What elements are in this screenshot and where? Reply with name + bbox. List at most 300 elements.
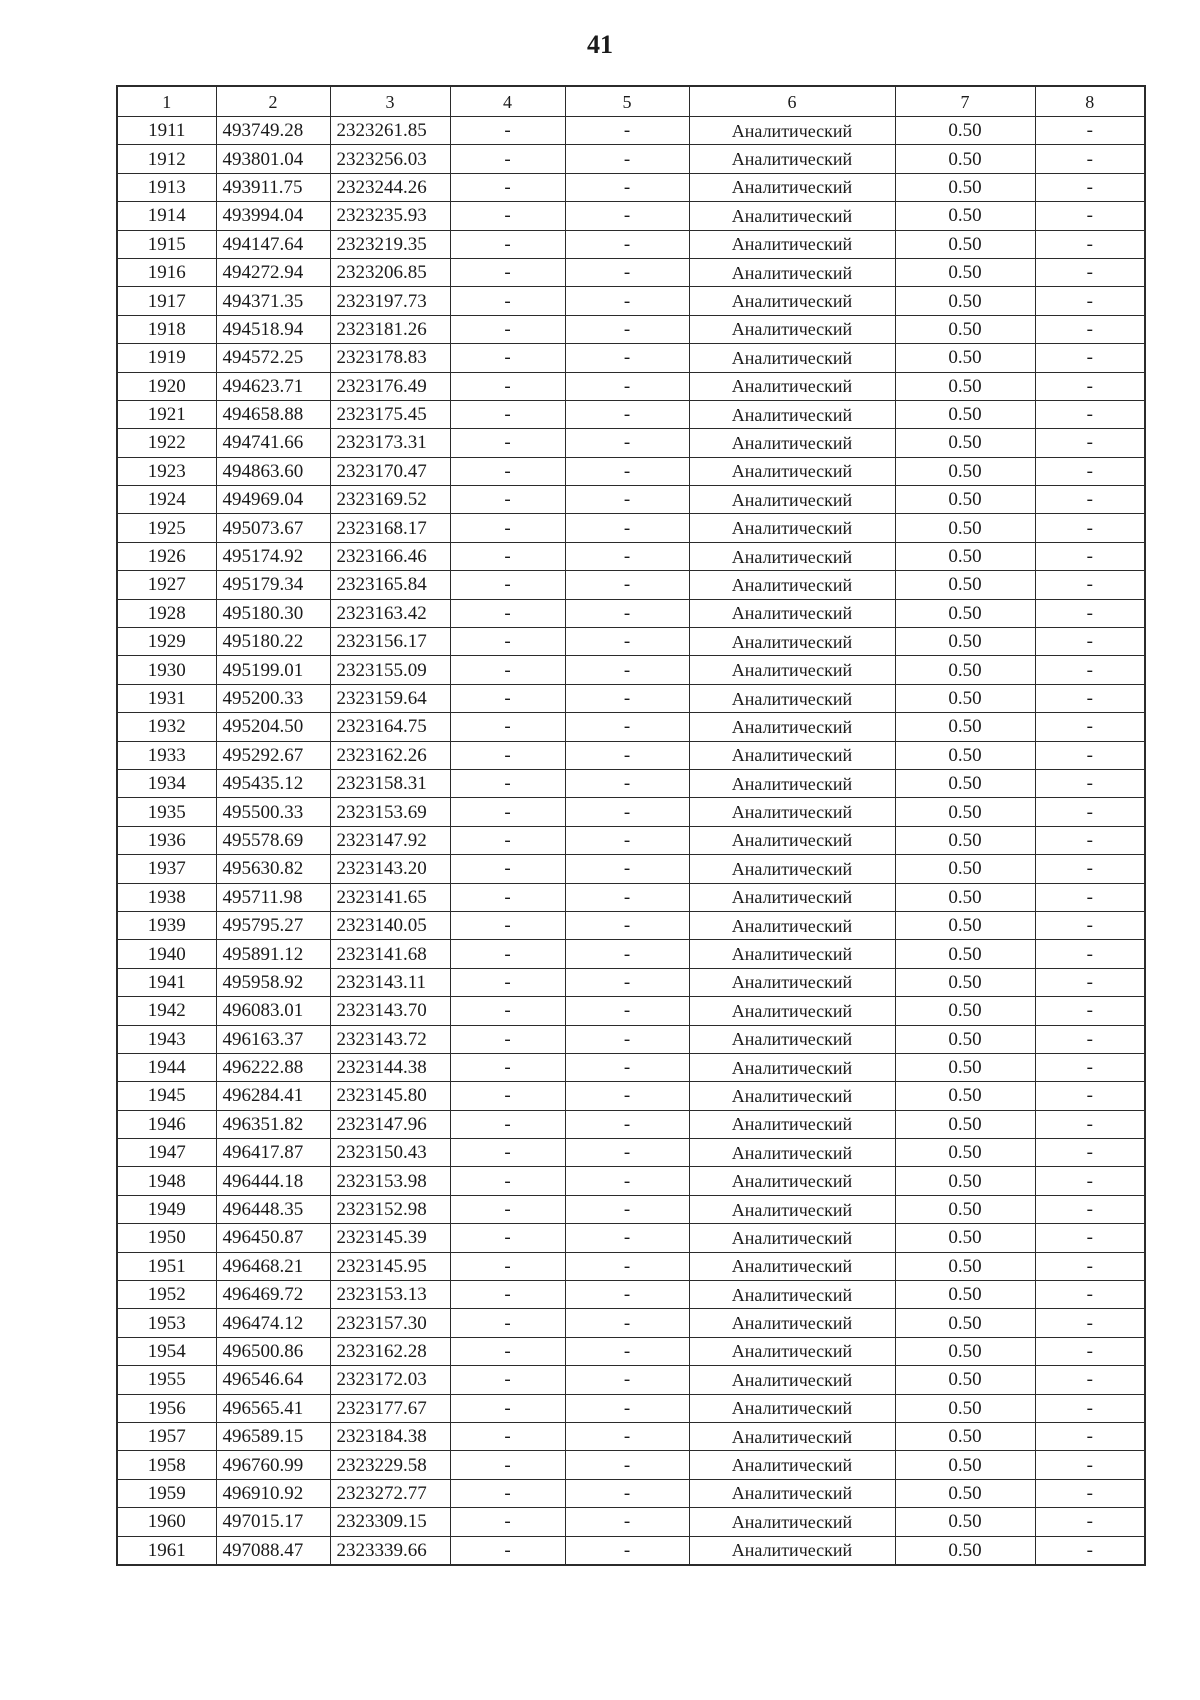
table-row <box>117 684 1145 712</box>
table-row <box>117 400 1145 428</box>
col-4-value-cell: - <box>450 1195 565 1223</box>
accuracy-cell: 0.50 <box>895 1281 1035 1309</box>
col-5-value-cell: - <box>565 1451 689 1479</box>
col-8-value-cell: - <box>1035 968 1145 996</box>
method-cell: Аналитический <box>689 1167 895 1195</box>
column-header-2: 2 <box>216 86 330 117</box>
accuracy-cell: 0.50 <box>895 287 1035 315</box>
point-number-cell: 1939 <box>117 911 216 939</box>
coord-x-cell: 494863.60 <box>216 457 330 485</box>
coord-x-cell: 493801.04 <box>216 145 330 173</box>
coord-y-cell: 2323339.66 <box>330 1536 450 1565</box>
col-5-value-cell: - <box>565 1309 689 1337</box>
coord-x-cell: 496083.01 <box>216 997 330 1025</box>
coord-x-cell: 496284.41 <box>216 1082 330 1110</box>
coord-y-cell: 2323144.38 <box>330 1053 450 1081</box>
accuracy-cell: 0.50 <box>895 713 1035 741</box>
col-8-value-cell: - <box>1035 911 1145 939</box>
col-4-value-cell: - <box>450 258 565 286</box>
col-4-value-cell: - <box>450 855 565 883</box>
col-8-value-cell: - <box>1035 883 1145 911</box>
point-number-cell: 1940 <box>117 940 216 968</box>
col-8-value-cell: - <box>1035 1422 1145 1450</box>
coord-x-cell: 496417.87 <box>216 1139 330 1167</box>
point-number-cell: 1935 <box>117 798 216 826</box>
accuracy-cell: 0.50 <box>895 1252 1035 1280</box>
col-8-value-cell: - <box>1035 429 1145 457</box>
coord-x-cell: 495199.01 <box>216 656 330 684</box>
coord-y-cell: 2323272.77 <box>330 1479 450 1507</box>
col-8-value-cell: - <box>1035 1309 1145 1337</box>
col-4-value-cell: - <box>450 1082 565 1110</box>
col-4-value-cell: - <box>450 145 565 173</box>
method-cell: Аналитический <box>689 741 895 769</box>
col-4-value-cell: - <box>450 1394 565 1422</box>
col-8-value-cell: - <box>1035 173 1145 201</box>
method-cell: Аналитический <box>689 855 895 883</box>
col-8-value-cell: - <box>1035 1053 1145 1081</box>
accuracy-cell: 0.50 <box>895 1167 1035 1195</box>
col-8-value-cell: - <box>1035 997 1145 1025</box>
col-5-value-cell: - <box>565 1422 689 1450</box>
accuracy-cell: 0.50 <box>895 1479 1035 1507</box>
method-cell: Аналитический <box>689 1309 895 1337</box>
col-4-value-cell: - <box>450 826 565 854</box>
col-8-value-cell: - <box>1035 940 1145 968</box>
point-number-cell: 1925 <box>117 514 216 542</box>
coord-x-cell: 495200.33 <box>216 684 330 712</box>
coord-y-cell: 2323256.03 <box>330 145 450 173</box>
table-row <box>117 798 1145 826</box>
coord-y-cell: 2323162.28 <box>330 1337 450 1365</box>
col-4-value-cell: - <box>450 769 565 797</box>
col-5-value-cell: - <box>565 1337 689 1365</box>
method-cell: Аналитический <box>689 457 895 485</box>
coord-x-cell: 497015.17 <box>216 1508 330 1536</box>
col-5-value-cell: - <box>565 798 689 826</box>
coord-x-cell: 497088.47 <box>216 1536 330 1565</box>
method-cell: Аналитический <box>689 1479 895 1507</box>
col-5-value-cell: - <box>565 1167 689 1195</box>
col-5-value-cell: - <box>565 1366 689 1394</box>
table-row <box>117 599 1145 627</box>
coord-y-cell: 2323177.67 <box>330 1394 450 1422</box>
method-cell: Аналитический <box>689 1252 895 1280</box>
coord-x-cell: 494371.35 <box>216 287 330 315</box>
col-8-value-cell: - <box>1035 741 1145 769</box>
col-5-value-cell: - <box>565 202 689 230</box>
coord-y-cell: 2323162.26 <box>330 741 450 769</box>
col-5-value-cell: - <box>565 514 689 542</box>
point-number-cell: 1922 <box>117 429 216 457</box>
col-4-value-cell: - <box>450 1053 565 1081</box>
accuracy-cell: 0.50 <box>895 457 1035 485</box>
method-cell: Аналитический <box>689 968 895 996</box>
col-5-value-cell: - <box>565 1536 689 1565</box>
col-8-value-cell: - <box>1035 258 1145 286</box>
point-number-cell: 1934 <box>117 769 216 797</box>
coord-y-cell: 2323169.52 <box>330 486 450 514</box>
accuracy-cell: 0.50 <box>895 173 1035 201</box>
accuracy-cell: 0.50 <box>895 997 1035 1025</box>
coord-x-cell: 494969.04 <box>216 486 330 514</box>
point-number-cell: 1947 <box>117 1139 216 1167</box>
coord-y-cell: 2323172.03 <box>330 1366 450 1394</box>
col-4-value-cell: - <box>450 542 565 570</box>
point-number-cell: 1923 <box>117 457 216 485</box>
col-5-value-cell: - <box>565 628 689 656</box>
coord-x-cell: 494572.25 <box>216 344 330 372</box>
table-row <box>117 315 1145 343</box>
method-cell: Аналитический <box>689 173 895 201</box>
col-4-value-cell: - <box>450 684 565 712</box>
col-8-value-cell: - <box>1035 1337 1145 1365</box>
coord-x-cell: 496469.72 <box>216 1281 330 1309</box>
coord-x-cell: 495073.67 <box>216 514 330 542</box>
col-4-value-cell: - <box>450 287 565 315</box>
coord-x-cell: 494518.94 <box>216 315 330 343</box>
accuracy-cell: 0.50 <box>895 968 1035 996</box>
accuracy-cell: 0.50 <box>895 429 1035 457</box>
accuracy-cell: 0.50 <box>895 1110 1035 1138</box>
accuracy-cell: 0.50 <box>895 1025 1035 1053</box>
col-5-value-cell: - <box>565 656 689 684</box>
accuracy-cell: 0.50 <box>895 1082 1035 1110</box>
method-cell: Аналитический <box>689 514 895 542</box>
col-5-value-cell: - <box>565 429 689 457</box>
col-4-value-cell: - <box>450 656 565 684</box>
coord-x-cell: 496589.15 <box>216 1422 330 1450</box>
col-4-value-cell: - <box>450 911 565 939</box>
coord-y-cell: 2323165.84 <box>330 571 450 599</box>
table-row <box>117 344 1145 372</box>
method-cell: Аналитический <box>689 258 895 286</box>
point-number-cell: 1924 <box>117 486 216 514</box>
col-8-value-cell: - <box>1035 855 1145 883</box>
coord-y-cell: 2323155.09 <box>330 656 450 684</box>
accuracy-cell: 0.50 <box>895 1195 1035 1223</box>
accuracy-cell: 0.50 <box>895 571 1035 599</box>
col-8-value-cell: - <box>1035 1536 1145 1565</box>
point-number-cell: 1950 <box>117 1224 216 1252</box>
table-row <box>117 1110 1145 1138</box>
col-8-value-cell: - <box>1035 1479 1145 1507</box>
coord-x-cell: 495958.92 <box>216 968 330 996</box>
table-row <box>117 911 1145 939</box>
col-4-value-cell: - <box>450 173 565 201</box>
coord-y-cell: 2323141.65 <box>330 883 450 911</box>
column-header-7: 7 <box>895 86 1035 117</box>
header-row <box>117 86 1145 117</box>
point-number-cell: 1954 <box>117 1337 216 1365</box>
point-number-cell: 1930 <box>117 656 216 684</box>
coord-y-cell: 2323158.31 <box>330 769 450 797</box>
table-row <box>117 628 1145 656</box>
table-row <box>117 855 1145 883</box>
point-number-cell: 1921 <box>117 400 216 428</box>
accuracy-cell: 0.50 <box>895 1053 1035 1081</box>
col-4-value-cell: - <box>450 713 565 741</box>
col-5-value-cell: - <box>565 1508 689 1536</box>
page-number: 41 <box>587 30 613 59</box>
col-4-value-cell: - <box>450 1224 565 1252</box>
method-cell: Аналитический <box>689 1082 895 1110</box>
coord-y-cell: 2323184.38 <box>330 1422 450 1450</box>
table-row <box>117 769 1145 797</box>
coord-y-cell: 2323153.69 <box>330 798 450 826</box>
table-row <box>117 1139 1145 1167</box>
table-row <box>117 202 1145 230</box>
method-cell: Аналитический <box>689 628 895 656</box>
col-4-value-cell: - <box>450 486 565 514</box>
method-cell: Аналитический <box>689 1139 895 1167</box>
coord-x-cell: 496910.92 <box>216 1479 330 1507</box>
col-8-value-cell: - <box>1035 202 1145 230</box>
method-cell: Аналитический <box>689 486 895 514</box>
table-row <box>117 1508 1145 1536</box>
col-4-value-cell: - <box>450 883 565 911</box>
coord-x-cell: 493994.04 <box>216 202 330 230</box>
col-4-value-cell: - <box>450 628 565 656</box>
accuracy-cell: 0.50 <box>895 1366 1035 1394</box>
coord-y-cell: 2323175.45 <box>330 400 450 428</box>
coordinates-table <box>116 85 1146 1566</box>
col-8-value-cell: - <box>1035 713 1145 741</box>
col-5-value-cell: - <box>565 457 689 485</box>
point-number-cell: 1957 <box>117 1422 216 1450</box>
coord-x-cell: 495180.22 <box>216 628 330 656</box>
point-number-cell: 1936 <box>117 826 216 854</box>
coord-y-cell: 2323153.13 <box>330 1281 450 1309</box>
col-4-value-cell: - <box>450 1309 565 1337</box>
table-row <box>117 571 1145 599</box>
accuracy-cell: 0.50 <box>895 1451 1035 1479</box>
col-5-value-cell: - <box>565 1025 689 1053</box>
coord-x-cell: 495435.12 <box>216 769 330 797</box>
coord-y-cell: 2323164.75 <box>330 713 450 741</box>
coord-x-cell: 495292.67 <box>216 741 330 769</box>
table-row <box>117 173 1145 201</box>
col-8-value-cell: - <box>1035 599 1145 627</box>
accuracy-cell: 0.50 <box>895 315 1035 343</box>
table-row <box>117 1479 1145 1507</box>
col-5-value-cell: - <box>565 1224 689 1252</box>
method-cell: Аналитический <box>689 1281 895 1309</box>
col-8-value-cell: - <box>1035 1224 1145 1252</box>
col-4-value-cell: - <box>450 117 565 145</box>
method-cell: Аналитический <box>689 997 895 1025</box>
column-header-8: 8 <box>1035 86 1145 117</box>
coord-y-cell: 2323141.68 <box>330 940 450 968</box>
point-number-cell: 1931 <box>117 684 216 712</box>
accuracy-cell: 0.50 <box>895 1508 1035 1536</box>
method-cell: Аналитический <box>689 344 895 372</box>
accuracy-cell: 0.50 <box>895 1394 1035 1422</box>
coord-x-cell: 495630.82 <box>216 855 330 883</box>
coord-y-cell: 2323197.73 <box>330 287 450 315</box>
accuracy-cell: 0.50 <box>895 145 1035 173</box>
point-number-cell: 1933 <box>117 741 216 769</box>
method-cell: Аналитический <box>689 372 895 400</box>
accuracy-cell: 0.50 <box>895 769 1035 797</box>
coord-y-cell: 2323178.83 <box>330 344 450 372</box>
table-row <box>117 1536 1145 1565</box>
accuracy-cell: 0.50 <box>895 1224 1035 1252</box>
coord-y-cell: 2323147.92 <box>330 826 450 854</box>
col-4-value-cell: - <box>450 400 565 428</box>
table-row <box>117 883 1145 911</box>
col-5-value-cell: - <box>565 344 689 372</box>
col-5-value-cell: - <box>565 769 689 797</box>
coord-y-cell: 2323159.64 <box>330 684 450 712</box>
coord-y-cell: 2323140.05 <box>330 911 450 939</box>
coord-x-cell: 494272.94 <box>216 258 330 286</box>
col-8-value-cell: - <box>1035 1366 1145 1394</box>
table-row <box>117 287 1145 315</box>
table-row <box>117 1167 1145 1195</box>
point-number-cell: 1949 <box>117 1195 216 1223</box>
method-cell: Аналитический <box>689 571 895 599</box>
method-cell: Аналитический <box>689 599 895 627</box>
col-4-value-cell: - <box>450 514 565 542</box>
point-number-cell: 1928 <box>117 599 216 627</box>
point-number-cell: 1943 <box>117 1025 216 1053</box>
coord-x-cell: 496500.86 <box>216 1337 330 1365</box>
coord-y-cell: 2323244.26 <box>330 173 450 201</box>
coord-x-cell: 493749.28 <box>216 117 330 145</box>
col-8-value-cell: - <box>1035 145 1145 173</box>
col-5-value-cell: - <box>565 1195 689 1223</box>
accuracy-cell: 0.50 <box>895 855 1035 883</box>
table-row <box>117 1224 1145 1252</box>
col-8-value-cell: - <box>1035 315 1145 343</box>
col-5-value-cell: - <box>565 741 689 769</box>
col-8-value-cell: - <box>1035 1451 1145 1479</box>
table-row <box>117 1082 1145 1110</box>
coord-y-cell: 2323166.46 <box>330 542 450 570</box>
table-row <box>117 429 1145 457</box>
col-4-value-cell: - <box>450 230 565 258</box>
col-8-value-cell: - <box>1035 798 1145 826</box>
method-cell: Аналитический <box>689 1536 895 1565</box>
coord-x-cell: 496546.64 <box>216 1366 330 1394</box>
col-4-value-cell: - <box>450 372 565 400</box>
method-cell: Аналитический <box>689 145 895 173</box>
point-number-cell: 1956 <box>117 1394 216 1422</box>
col-5-value-cell: - <box>565 968 689 996</box>
col-4-value-cell: - <box>450 429 565 457</box>
method-cell: Аналитический <box>689 1508 895 1536</box>
accuracy-cell: 0.50 <box>895 1309 1035 1337</box>
method-cell: Аналитический <box>689 911 895 939</box>
accuracy-cell: 0.50 <box>895 486 1035 514</box>
accuracy-cell: 0.50 <box>895 1337 1035 1365</box>
accuracy-cell: 0.50 <box>895 883 1035 911</box>
method-cell: Аналитический <box>689 798 895 826</box>
col-8-value-cell: - <box>1035 1167 1145 1195</box>
col-4-value-cell: - <box>450 1508 565 1536</box>
point-number-cell: 1945 <box>117 1082 216 1110</box>
accuracy-cell: 0.50 <box>895 542 1035 570</box>
col-8-value-cell: - <box>1035 287 1145 315</box>
col-5-value-cell: - <box>565 117 689 145</box>
col-5-value-cell: - <box>565 883 689 911</box>
col-5-value-cell: - <box>565 315 689 343</box>
point-number-cell: 1912 <box>117 145 216 173</box>
column-header-5: 5 <box>565 86 689 117</box>
method-cell: Аналитический <box>689 202 895 230</box>
col-5-value-cell: - <box>565 599 689 627</box>
col-4-value-cell: - <box>450 1536 565 1565</box>
accuracy-cell: 0.50 <box>895 599 1035 627</box>
method-cell: Аналитический <box>689 713 895 741</box>
accuracy-cell: 0.50 <box>895 628 1035 656</box>
col-8-value-cell: - <box>1035 571 1145 599</box>
coord-x-cell: 495711.98 <box>216 883 330 911</box>
col-5-value-cell: - <box>565 911 689 939</box>
point-number-cell: 1937 <box>117 855 216 883</box>
col-8-value-cell: - <box>1035 486 1145 514</box>
coord-y-cell: 2323206.85 <box>330 258 450 286</box>
coord-x-cell: 496760.99 <box>216 1451 330 1479</box>
col-4-value-cell: - <box>450 1281 565 1309</box>
col-4-value-cell: - <box>450 1167 565 1195</box>
col-8-value-cell: - <box>1035 344 1145 372</box>
method-cell: Аналитический <box>689 883 895 911</box>
point-number-cell: 1948 <box>117 1167 216 1195</box>
column-header-4: 4 <box>450 86 565 117</box>
method-cell: Аналитический <box>689 940 895 968</box>
col-5-value-cell: - <box>565 372 689 400</box>
coord-x-cell: 495179.34 <box>216 571 330 599</box>
col-8-value-cell: - <box>1035 1110 1145 1138</box>
col-8-value-cell: - <box>1035 1394 1145 1422</box>
col-4-value-cell: - <box>450 599 565 627</box>
coord-x-cell: 496468.21 <box>216 1252 330 1280</box>
coord-x-cell: 496450.87 <box>216 1224 330 1252</box>
col-8-value-cell: - <box>1035 826 1145 854</box>
coord-x-cell: 496444.18 <box>216 1167 330 1195</box>
table-row <box>117 486 1145 514</box>
point-number-cell: 1917 <box>117 287 216 315</box>
point-number-cell: 1953 <box>117 1309 216 1337</box>
accuracy-cell: 0.50 <box>895 258 1035 286</box>
table-row <box>117 656 1145 684</box>
col-8-value-cell: - <box>1035 1082 1145 1110</box>
col-5-value-cell: - <box>565 258 689 286</box>
col-4-value-cell: - <box>450 571 565 599</box>
col-4-value-cell: - <box>450 997 565 1025</box>
method-cell: Аналитический <box>689 542 895 570</box>
col-4-value-cell: - <box>450 1139 565 1167</box>
coord-y-cell: 2323170.47 <box>330 457 450 485</box>
col-5-value-cell: - <box>565 1479 689 1507</box>
accuracy-cell: 0.50 <box>895 1536 1035 1565</box>
method-cell: Аналитический <box>689 287 895 315</box>
point-number-cell: 1915 <box>117 230 216 258</box>
accuracy-cell: 0.50 <box>895 230 1035 258</box>
table-row <box>117 826 1145 854</box>
point-number-cell: 1958 <box>117 1451 216 1479</box>
coord-x-cell: 494741.66 <box>216 429 330 457</box>
accuracy-cell: 0.50 <box>895 202 1035 230</box>
table-row <box>117 1025 1145 1053</box>
coord-y-cell: 2323181.26 <box>330 315 450 343</box>
col-4-value-cell: - <box>450 968 565 996</box>
accuracy-cell: 0.50 <box>895 344 1035 372</box>
accuracy-cell: 0.50 <box>895 940 1035 968</box>
col-8-value-cell: - <box>1035 1508 1145 1536</box>
